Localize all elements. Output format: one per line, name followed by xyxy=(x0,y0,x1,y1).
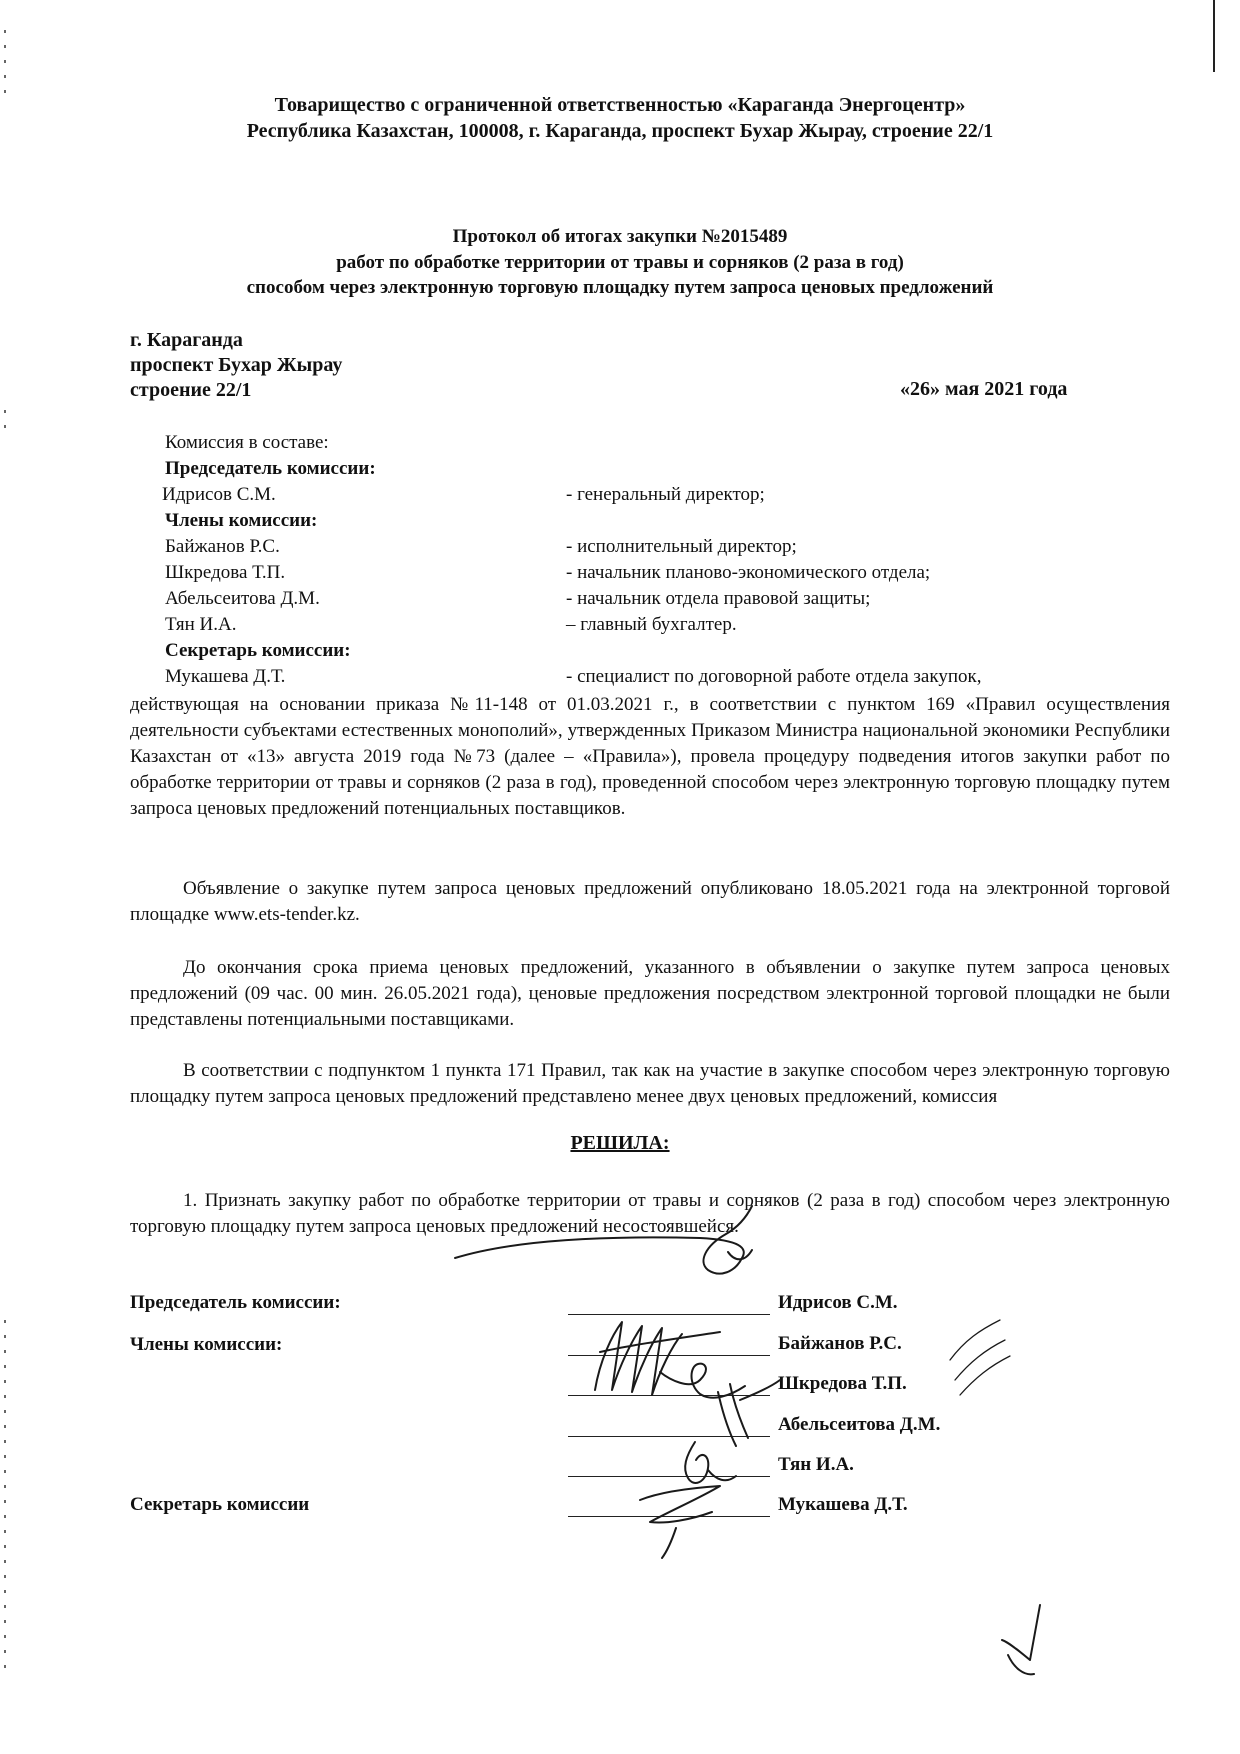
secretary-heading: Секретарь комиссии: xyxy=(165,640,351,661)
signature-chair xyxy=(455,1206,752,1274)
protocol-title: Протокол об итогах закупки №2015489 xyxy=(452,226,788,247)
signatory-name: Идрисов С.М. xyxy=(778,1292,898,1313)
initials-mark xyxy=(1002,1605,1040,1674)
grounds-text: В соответствии с подпунктом 1 пункта 171 Правил, так как на участие в закупке способом через электронную торговую площадку путем запроса ценовых предложений представлено менее двух ценовых предложений, комиссия xyxy=(130,1060,1170,1107)
secretary-position: - специалист по договорной работе отдела закупок, xyxy=(566,666,982,687)
company-name: Товарищество с ограниченной ответственностью «Караганда Энергоцентр» xyxy=(274,94,966,116)
city: г. Караганда xyxy=(130,329,243,351)
sig-chair-label: Председатель комиссии: xyxy=(130,1292,341,1313)
signatory-name: Мукашева Д.Т. xyxy=(778,1494,908,1515)
decision-heading: РЕШИЛА: xyxy=(570,1132,670,1154)
member-position: - начальник планово-экономического отдела; xyxy=(566,562,931,583)
decision-text: 1. Признать закупку работ по обработке территории от травы и сорняков (2 раза в год) способом через электронную торговую площадку путем запроса ценовых предложений несостоявшейся. xyxy=(130,1190,1170,1237)
building: строение 22/1 xyxy=(130,379,252,401)
member-name: Байжанов Р.С. xyxy=(165,536,280,557)
members-heading: Члены комиссии: xyxy=(165,510,318,531)
member-position: - исполнительный директор; xyxy=(566,536,797,557)
street: проспект Бухар Жырау xyxy=(130,354,343,376)
protocol-date: «26» мая 2021 года xyxy=(900,378,1068,400)
signature-member xyxy=(685,1442,736,1483)
chair-position: - генеральный директор; xyxy=(566,484,765,505)
protocol-subject: работ по обработке территории от травы и сорняков (2 раза в год) xyxy=(336,252,904,273)
member-position: – главный бухгалтер. xyxy=(566,614,737,635)
chair-heading: Председатель комиссии: xyxy=(165,458,376,479)
paragraph-basis: действующая на основании приказа №11-148 от 01.03.2021 г., в соответствии с пунктом 169 «Правил осуществления деятельности субъектами естественных монополий», утвержденных Приказом Министра национальной экономики Республики Казахстан от «13» августа 2019 года №73 (далее – «Правила»), провела процедуру подведения итогов закупки работ по обработке территории от травы и сорняков (2 раза в год), проведенной способом через электронную торговую площадку путем запроса ценовых предложений потенциальных поставщиков. xyxy=(130,694,1170,819)
company-address: Республика Казахстан, 100008, г. Караганда, проспект Бухар Жырау, строение 22/1 xyxy=(246,120,994,142)
signatory-name: Тян И.А. xyxy=(778,1454,854,1475)
signature-member xyxy=(950,1320,1010,1395)
secretary-name: Мукашева Д.Т. xyxy=(165,666,286,687)
member-position: - начальник отдела правовой защиты; xyxy=(566,588,871,609)
commission-intro: Комиссия в составе: xyxy=(165,432,329,453)
chair-name: Идрисов С.М. xyxy=(162,484,276,505)
signature-member xyxy=(718,1380,780,1446)
protocol-method: способом через электронную торговую площадку путем запроса ценовых предложений xyxy=(246,277,994,298)
signature-secretary xyxy=(640,1486,720,1558)
sig-secretary-label: Секретарь комиссии xyxy=(130,1494,310,1515)
member-name: Шкредова Т.П. xyxy=(165,562,286,583)
announcement-text: Объявление о закупке путем запроса ценовых предложений опубликовано 18.05.2021 года на электронной торговой площадке www.ets-tender.kz. xyxy=(130,878,1170,925)
signatory-name: Шкредова Т.П. xyxy=(778,1373,907,1394)
deadline-text: До окончания срока приема ценовых предложений, указанного в объявлении о закупке путем запроса ценовых предложений (09 час. 00 мин. 26.05.2021 года), ценовые предложения посредством электронной торговой площадки не были представлены потенциальными поставщиками. xyxy=(130,957,1170,1030)
member-name: Тян И.А. xyxy=(165,614,237,635)
member-name: Абельсеитова Д.М. xyxy=(165,588,320,609)
signature-member xyxy=(595,1322,720,1395)
signatory-name: Абельсеитова Д.М. xyxy=(778,1414,941,1435)
sig-members-label: Члены комиссии: xyxy=(130,1334,283,1355)
signatory-name: Байжанов Р.С. xyxy=(778,1333,902,1354)
